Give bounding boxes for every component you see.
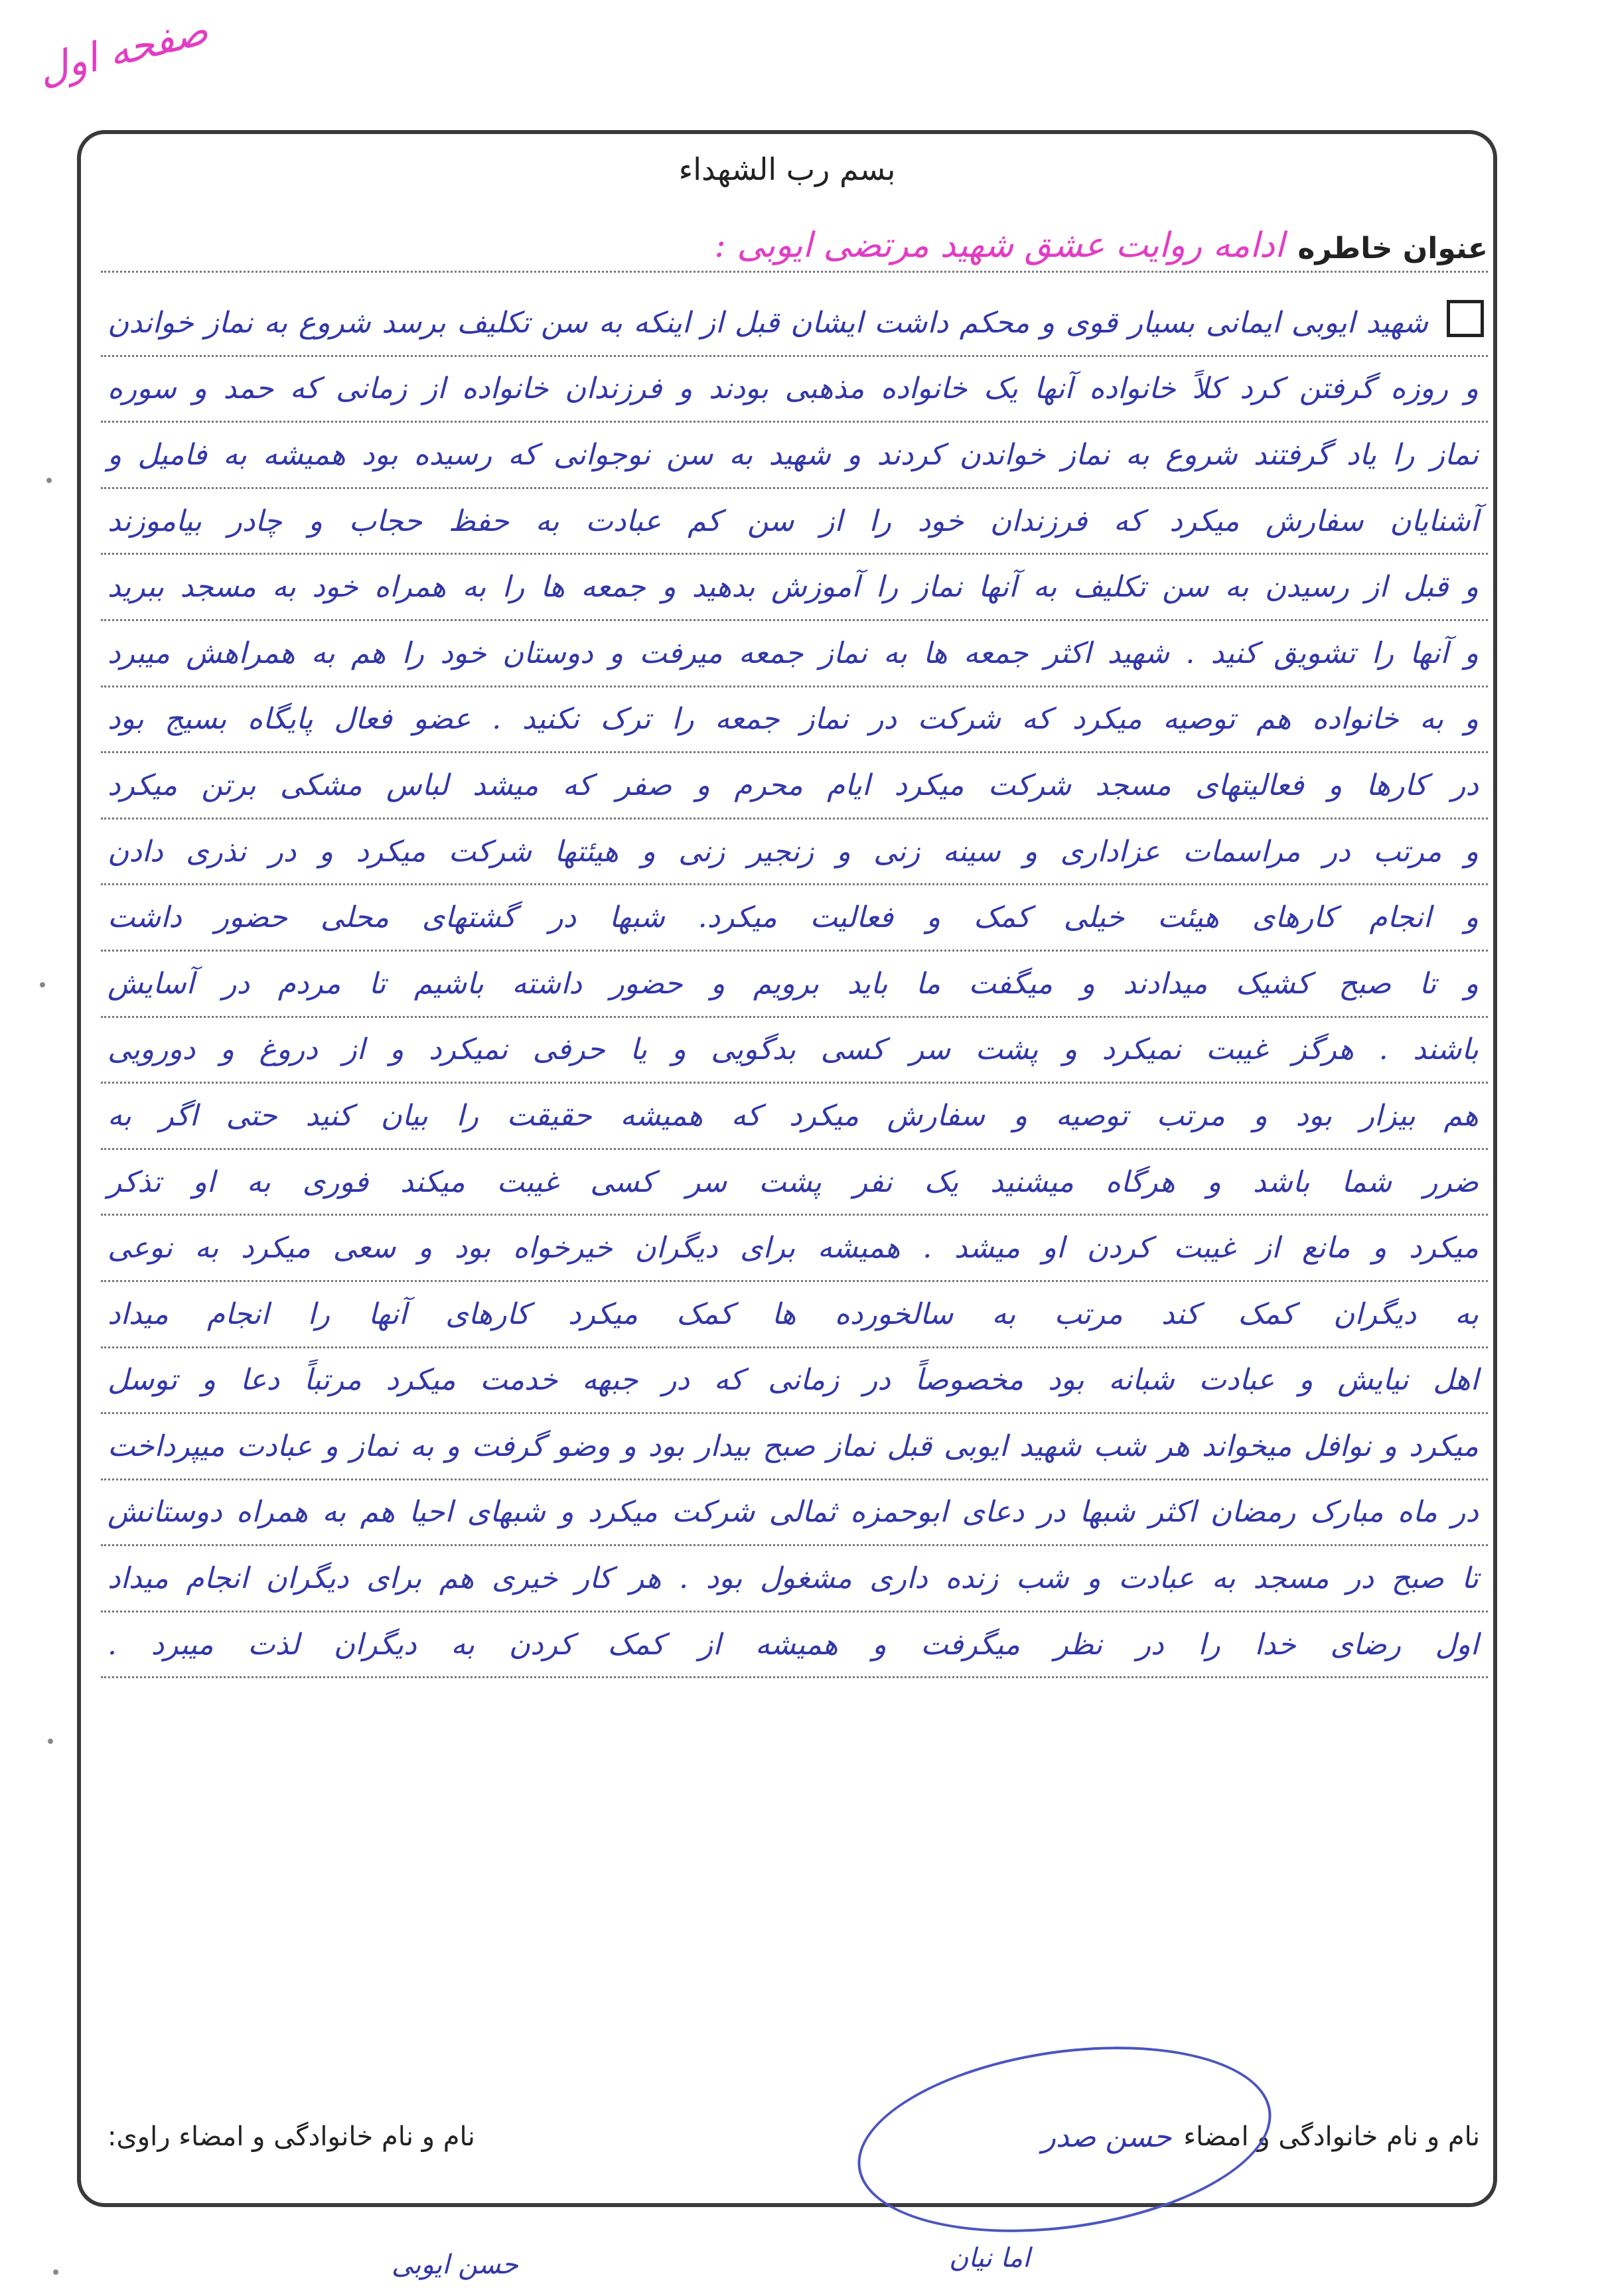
memory-title-value: ادامه روایت عشق شهید مرتضی ایوبی : — [714, 226, 1285, 265]
line-text: در ماه مبارک رمضان اکثر شبها در دعای ابوحمزه ثمالی شرکت میکرد و شبهای احیا هم به همراه دوستانش — [108, 1495, 1479, 1530]
narrator-signature-label: نام و نام خانوادگی و امضاء راوی: — [108, 2121, 475, 2152]
memory-title-label: عنوان خاطره — [1297, 232, 1488, 265]
text-line — [101, 621, 1488, 687]
line-text: اول رضای خدا را در نظر میگرفت و همیشه از کمک کردن به دیگران لذت میبرد . — [108, 1627, 1479, 1662]
text-line — [101, 489, 1488, 555]
line-text: به دیگران کمک کند مرتب به سالخورده ها کمک میکرد کارهای آنها را انجام میداد — [108, 1297, 1479, 1331]
text-line — [101, 1613, 1488, 1679]
text-line — [101, 1084, 1488, 1150]
line-text: و قبل از رسیدن به سن تکلیف به آنها نماز را آموزش بدهید و جمعه ها را به همراه خود به مسجد ببرید — [108, 570, 1479, 605]
text-line — [101, 1018, 1488, 1084]
margin-dot — [48, 1739, 53, 1744]
text-line — [101, 1546, 1488, 1613]
margin-dot — [46, 478, 52, 483]
line-text: و تا صبح کشیک میدادند و میگفت ما باید برویم و حضور داشته باشیم تا مردم در آسایش — [108, 966, 1479, 1001]
line-text: میکرد و مانع از غیبت کردن او میشد . همیشه برای دیگران خیرخواه بود و سعی میکرد به نوعی — [108, 1231, 1479, 1265]
text-line — [101, 1216, 1488, 1282]
line-text: آشنایان سفارش میکرد که فرزندان خود را از سن کم عبادت به حفظ حجاب و چادر بیاموزند — [108, 504, 1479, 538]
text-line — [101, 952, 1488, 1018]
line-text: تا صبح در مسجد به عبادت و شب زنده داری مشغول بود . هر کار خیری هم برای دیگران انجام میداد — [108, 1561, 1479, 1596]
line-text: و مرتب در مراسمات عزاداری و سینه زنی و زنجیر زنی و هیئتها شرکت میکرد و در نذری دادن — [108, 834, 1479, 869]
line-text: اهل نیایش و عبادت شبانه بود مخصوصاً در زمانی که در جبهه خدمت میکرد مرتباً دعا و توسل — [108, 1363, 1479, 1398]
line-text: ضرر شما باشد و هرگاه میشنید یک نفر پشت سر کسی غیبت میکند فوری به او تذکر — [108, 1165, 1479, 1199]
text-line — [101, 555, 1488, 621]
line-text: نماز را یاد گرفتند شروع به نماز خواندن کردند و شهید به سن نوجوانی که رسیده بود همیشه به فامیل و — [108, 437, 1479, 472]
line-text: باشند . هرگز غیبت نمیکرد و پشت سر کسی بدگویی و یا حرفی نمیکرد و از دروغ و دورویی — [108, 1033, 1479, 1067]
text-line — [101, 1150, 1488, 1216]
text-line — [101, 1480, 1488, 1547]
line-text: شهید ایوبی ایمانی بسیار قوی و محکم داشت ایشان قبل از اینکه به سن تکلیف برسد شروع به نماز خواندن — [108, 305, 1428, 340]
text-line — [101, 1414, 1488, 1480]
handwritten-lines — [101, 291, 1488, 1678]
text-line — [101, 820, 1488, 886]
text-line — [101, 1282, 1488, 1348]
interviewer-signature-hand: حسن صدر — [1041, 2119, 1172, 2154]
text-line — [101, 687, 1488, 754]
memory-form — [77, 130, 1497, 2207]
text-line — [101, 753, 1488, 820]
text-line — [101, 291, 1488, 357]
narrator-signature-hand: حسن ایوبی — [392, 2250, 518, 2280]
text-line — [101, 885, 1488, 952]
margin-dot — [53, 2269, 58, 2275]
line-text: و به خانواده هم توصیه میکرد که شرکت در نماز جمعه را ترک نکنید . عضو فعال پایگاه بسیج بود — [108, 702, 1479, 737]
line-text: و انجام کارهای هیئت خیلی کمک و فعالیت میکرد. شبها در گشتهای محلی حضور داشت — [108, 900, 1479, 935]
bottom-handwriting: اما نیان — [949, 2243, 1031, 2273]
text-line — [101, 1348, 1488, 1415]
interviewer-signature-label: نام و نام خانوادگی و امضاء — [1183, 2121, 1480, 2152]
text-line — [101, 357, 1488, 423]
header-title: بسم رب الشهداء — [678, 151, 896, 187]
line-text: میکرد و نوافل میخواند هر شب شهید ایوبی قبل نماز صبح بیدار بود و وضو گرفت و به نماز و عبادت میپرداخت — [108, 1429, 1479, 1463]
signature-row — [108, 2110, 1480, 2163]
line-text: هم بیزار بود و مرتب توصیه و سفارش میکرد که همیشه حقیقت را بیان کنید حتی اگر به — [108, 1098, 1479, 1133]
page-number-note: صفحه اول — [33, 7, 213, 94]
line-text: و روزه گرفتن کرد کلاً خانواده آنها یک خانواده مذهبی بودند و فرزندان خانواده از زمانی که حمد و سوره — [108, 372, 1479, 406]
margin-dot — [40, 982, 45, 987]
line-text: در کارها و فعالیتهای مسجد شرکت میکرد ایام محرم و صفر که میشد لباس مشکی برتن میکرد — [108, 768, 1479, 802]
line-text: و آنها را تشویق کنید . شهید اکثر جمعه ها به نماز جمعه میرفت و دوستان خود را هم به همراهش میبرد — [108, 636, 1479, 670]
text-line — [101, 423, 1488, 489]
memory-title-row — [101, 212, 1488, 273]
